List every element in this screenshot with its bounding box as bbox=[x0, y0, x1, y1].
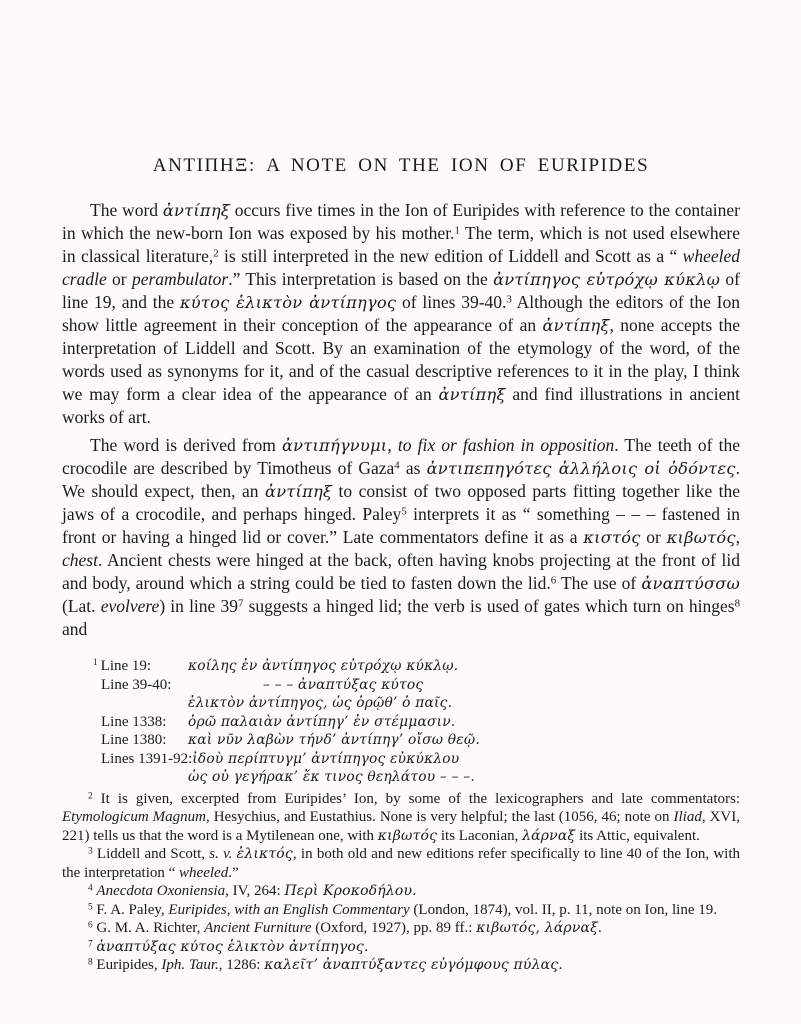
text-run: The use of bbox=[556, 573, 642, 593]
verse-greek-text: ὁρῶ παλαιὰν ἀντίπηγ’ ἐν στέμμασιν. bbox=[188, 713, 456, 730]
greek-text: ἀντίπηγος εὐτρόχῳ κύκλῳ bbox=[493, 270, 721, 289]
italic-text: Etymologicum Magnum bbox=[62, 809, 206, 825]
text-run: Euripides, bbox=[92, 957, 162, 973]
text-run: The term, which is not used elsewhere in classical literature, bbox=[62, 223, 741, 266]
verse-greek-text: ἰδοὺ περίπτυγμ’ ἀντίπηγος εὐκύκλου bbox=[192, 750, 460, 767]
greek-text: κιβωτός, λάρναξ bbox=[476, 920, 598, 936]
footnote-2 bbox=[62, 790, 740, 846]
italic-text: perambulator bbox=[131, 269, 229, 289]
text-run: or bbox=[106, 269, 132, 289]
paper-title: ΑΝΤΙΠΗΞ: A NOTE ON THE ION OF EURIPIDES bbox=[152, 155, 650, 176]
text-run: .” This interpretation is based on the bbox=[228, 269, 494, 289]
greek-text: Περὶ Κροκοδήλου. bbox=[284, 883, 417, 899]
verse-row bbox=[92, 657, 740, 676]
text-run: . We should expect, then, an bbox=[62, 458, 740, 501]
text-run: (Oxford, 1927), pp. 89 ff.: bbox=[311, 920, 477, 936]
text-run: It is given, excerpted from Euripides’ Ion, by some of the lexicographers and late commentators: bbox=[92, 790, 740, 807]
footnote-marker: 2 bbox=[88, 790, 93, 801]
text-run: G. M. A. Richter, bbox=[92, 920, 205, 936]
greek-text: κιβωτός bbox=[377, 827, 438, 844]
footnote-ref: 7 bbox=[237, 597, 244, 610]
greek-text: καλεῖτ’ ἀναπτύξαντες εὐγόμφους πύλας. bbox=[264, 957, 563, 973]
verse-row bbox=[92, 676, 740, 695]
footnote-1-verse-table bbox=[92, 657, 740, 787]
paragraph-2 bbox=[62, 434, 740, 641]
footnote-8 bbox=[62, 956, 740, 975]
footnote-marker: 4 bbox=[88, 883, 93, 894]
italic-text: chest bbox=[62, 550, 98, 570]
italic-text: evolvere bbox=[100, 596, 160, 616]
text-run: The word is derived from bbox=[90, 435, 282, 455]
greek-text: ἀναπτύξας κύτος ἑλικτὸν ἀντίπηγος. bbox=[96, 938, 369, 955]
text-run: . Ancient chests were hinged at the back, often having knobs projecting at the front of lid and body, around which a string could be tied to fasten down the lid. bbox=[62, 550, 740, 593]
verse-row bbox=[92, 750, 740, 769]
greek-text: ἀντίπηξ bbox=[438, 385, 506, 404]
text-run: , in both old and new editions refer specifically to line 40 of the Ion, with the interpretation “ bbox=[62, 846, 740, 881]
text-run: , 1286: bbox=[218, 957, 265, 973]
verse-row bbox=[92, 731, 740, 750]
footnote-ref: 1 bbox=[454, 224, 460, 237]
text-run: , bbox=[735, 527, 741, 547]
text-run: and find illustrations in ancient works of art. bbox=[62, 384, 740, 427]
greek-text: ἀντιπήγνυμι bbox=[282, 436, 388, 455]
text-run: of lines 39-40. bbox=[396, 292, 507, 312]
greek-text: ἀντίπηξ bbox=[265, 482, 333, 501]
footnote-5 bbox=[62, 901, 740, 920]
verse-line-label bbox=[92, 694, 188, 713]
italic-text: Euripides, with an English Commentary bbox=[168, 901, 410, 918]
text-run: (Lat. bbox=[62, 596, 101, 616]
text-run: , none accepts the interpretation of Liddell and Scott. By an examination of the etymology of the word, of the words used as synonyms for it, and of the casual descriptive references to it in the play, I think we may form a clear idea of the appearance of an bbox=[62, 315, 740, 404]
greek-text: λάρναξ bbox=[522, 827, 576, 844]
italic-text: Anecdota Oxoniensia bbox=[96, 883, 226, 899]
greek-text: ἀναπτύσσω bbox=[641, 574, 741, 593]
italic-text: wheeled cradle bbox=[62, 246, 741, 289]
text-run: as bbox=[399, 458, 427, 478]
verse-greek-text: καὶ νῦν λαβὼν τήνδ’ ἀντίπηγ’ οἴσω θεῷ. bbox=[188, 732, 480, 748]
paragraph-1 bbox=[62, 199, 740, 429]
text-run: of line 19, and the bbox=[62, 269, 741, 312]
footnote-6 bbox=[62, 919, 740, 938]
footnote-marker: 6 bbox=[88, 920, 93, 931]
text-run: , IV, 264: bbox=[225, 883, 285, 899]
verse-row bbox=[92, 694, 740, 713]
footnote-ref: 2 bbox=[213, 247, 219, 260]
text-run: Liddell and Scott, bbox=[92, 846, 210, 862]
footnote-ref: 5 bbox=[401, 505, 407, 518]
footnote-4 bbox=[62, 882, 740, 901]
text-run: ) in line 39 bbox=[159, 596, 238, 616]
text-run: and bbox=[62, 619, 88, 639]
italic-text: Iph. Taur. bbox=[161, 957, 219, 973]
footnote-marker: 7 bbox=[88, 938, 93, 949]
text-run: its Attic, equivalent. bbox=[575, 827, 700, 844]
verse-greek-text: ἑλικτὸν ἀντίπηγος, ὡς ὁρῷθ’ ὁ παῖς. bbox=[188, 695, 453, 711]
text-run: , XVI, 221) tells us that the word is a Mytilenean one, with bbox=[62, 809, 740, 844]
verse-line-label: Line 39-40: bbox=[101, 676, 172, 693]
text-run: occurs five times in the Ion of Euripides with reference to the container in which the new-born Ion was exposed by his mother. bbox=[62, 200, 740, 243]
footnote-marker: 8 bbox=[88, 957, 93, 968]
greek-text: ἑλικτός bbox=[236, 846, 293, 862]
italic-text: s. v. bbox=[209, 846, 233, 862]
footnotes-section bbox=[62, 657, 740, 975]
text-run: to consist of two opposed parts fitting together like the jaws of a crocodile, and perhaps hinged. Paley bbox=[62, 481, 740, 524]
text-run: its Laconian, bbox=[437, 827, 523, 844]
verse-line-label: $^1$ Line 19: bbox=[93, 658, 152, 674]
footnote-marker: 1 bbox=[93, 658, 98, 669]
footnote-7 bbox=[62, 938, 740, 957]
verse-greek-text: – – – ἀναπτύξας κύτος bbox=[263, 676, 424, 693]
text-run: , bbox=[387, 435, 398, 455]
text-run: The word bbox=[90, 200, 163, 220]
text-run: suggests a hinged lid; the verb is used of gates which turn on hinges bbox=[243, 596, 735, 616]
verse-row bbox=[92, 713, 740, 732]
footnote-ref: 8 bbox=[734, 597, 741, 610]
text-run: is still interpreted in the new edition of Liddell and Scott as a “ bbox=[218, 246, 683, 266]
italic-text: wheeled bbox=[179, 864, 229, 881]
verse-line-label bbox=[92, 768, 188, 787]
italic-text: to fix or fashion in opposition bbox=[397, 435, 615, 455]
verse-line-label: Lines 1391-92: bbox=[101, 750, 193, 767]
verse-line-label: Line 1338: bbox=[101, 713, 167, 730]
footnote-3 bbox=[62, 845, 740, 882]
greek-text: κύτος ἑλικτὸν ἀντίπηγος bbox=[179, 293, 397, 312]
footnote-ref: 4 bbox=[394, 459, 400, 472]
text-run: F. A. Paley, bbox=[92, 901, 169, 918]
footnote-ref: 3 bbox=[506, 293, 512, 306]
verse-row bbox=[92, 768, 740, 787]
greek-text: ἀντιπεπηγότες ἀλλήλοις οἱ ὀδόντες bbox=[426, 459, 736, 478]
text-run: (London, 1874), vol. II, p. 11, note on Ion, line 19. bbox=[409, 901, 717, 918]
text-run: .” bbox=[228, 864, 239, 881]
footnote-ref: 6 bbox=[550, 574, 557, 587]
italic-text: Iliad bbox=[673, 809, 702, 825]
italic-text: Ancient Furniture bbox=[204, 920, 312, 936]
body-text bbox=[62, 199, 740, 641]
verse-greek-text: ὡς οὐ γεγήρακ’ ἔκ τινος θεηλάτου – – –. bbox=[188, 769, 475, 785]
greek-text: ἀντίπηξ bbox=[542, 316, 610, 335]
text-run: . The teeth of the crocodile are described by Timotheus of Gaza bbox=[62, 435, 740, 478]
text-run: Although the editors of the Ion show little agreement in their conception of the appearance of an bbox=[62, 292, 741, 335]
footnote-marker: 3 bbox=[88, 846, 93, 857]
footnote-list bbox=[62, 790, 740, 975]
greek-text: κιστός bbox=[583, 528, 641, 547]
text-run: or bbox=[640, 527, 667, 547]
text-run: , Hesychius, and Eustathius. None is very helpful; the last (1056, 46; note on bbox=[205, 809, 674, 825]
verse-greek-text: κοίλης ἐν ἀντίπηγος εὐτρόχῳ κύκλῳ. bbox=[188, 658, 459, 674]
verse-line-label: Line 1380: bbox=[101, 732, 167, 748]
greek-text: κιβωτός bbox=[666, 528, 736, 547]
text-run: interprets it as “ something – – – fastened in front or having a hinged lid or cover.” Late commentators define it as a bbox=[62, 504, 741, 547]
greek-text: ἀντίπηξ bbox=[162, 201, 230, 220]
footnote-marker: 5 bbox=[88, 901, 93, 912]
text-run: . bbox=[597, 920, 602, 936]
